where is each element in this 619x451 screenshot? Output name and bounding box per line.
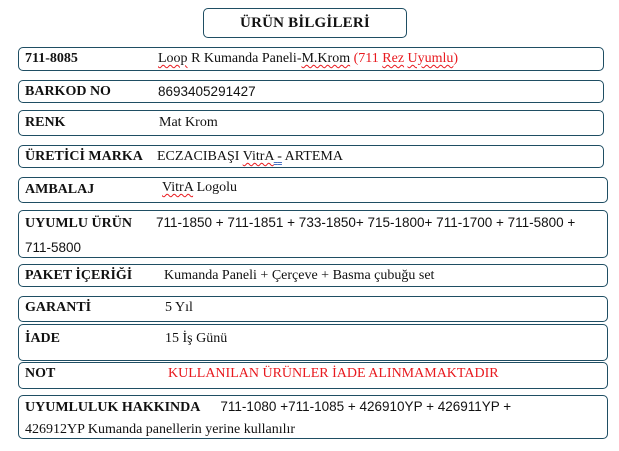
- row-compatibility-info: [18, 395, 608, 439]
- compatibility-info-flow: [25, 396, 603, 441]
- warranty-label: GARANTİ: [25, 300, 92, 315]
- product-name-part: Loop: [158, 51, 188, 66]
- note-label: NOT: [25, 366, 56, 381]
- row-product-code: [18, 47, 604, 71]
- return-value: 15 İş Günü: [165, 331, 228, 346]
- row-barcode: [18, 80, 604, 103]
- color-label: RENK: [25, 115, 66, 130]
- compatibility-info-line2: 426912YP Kumanda panellerin yerine kullanılır: [25, 422, 296, 437]
- product-name-value: [158, 48, 458, 70]
- note-value: KULLANILAN ÜRÜNLER İADE ALINMAMAKTADIR: [168, 366, 499, 381]
- product-code-label: 711-8085: [25, 51, 78, 66]
- row-packaging: [18, 177, 608, 203]
- package-contents-label: PAKET İÇERİĞİ: [25, 268, 133, 283]
- compat-note-part: Uyumlu: [407, 51, 454, 66]
- manufacturer-part: -: [277, 149, 282, 164]
- warranty-value: 5 Yıl: [165, 300, 193, 315]
- title-text: ÜRÜN BİLGİLERİ: [240, 14, 370, 31]
- compatible-products-value: 711-1850 + 711-1851 + 733-1850+ 715-1800+ 711-1700 + 711-5800 + 711-5800: [25, 215, 576, 255]
- packaging-label: AMBALAJ: [25, 182, 95, 197]
- packaging-part: Logolu: [193, 180, 238, 195]
- manufacturer-part: VitrA: [242, 149, 274, 164]
- row-color: [18, 110, 604, 136]
- barcode-label: BARKOD NO: [25, 84, 111, 99]
- row-package-contents: [18, 264, 608, 287]
- row-warranty: [18, 296, 608, 322]
- page-title: [203, 8, 407, 38]
- compatible-products-flow: [25, 211, 603, 261]
- compat-note-part: ): [453, 51, 459, 66]
- packaging-part: VitrA: [162, 180, 194, 195]
- manufacturer-part: ARTEMA: [281, 149, 343, 164]
- manufacturer-label: ÜRETİCİ MARKA: [25, 149, 143, 164]
- color-value: Mat Krom: [159, 115, 218, 130]
- row-note: [18, 362, 608, 389]
- package-contents-value: Kumanda Paneli + Çerçeve + Basma çubuğu set: [164, 268, 435, 283]
- barcode-value: 8693405291427: [158, 84, 256, 99]
- compat-note-part: (711: [350, 51, 383, 66]
- return-label: İADE: [25, 331, 61, 346]
- compat-note-part: Rez: [382, 51, 405, 66]
- row-manufacturer: [18, 145, 604, 168]
- manufacturer-value: [157, 146, 343, 168]
- row-return: [18, 324, 608, 361]
- manufacturer-part: ECZACIBAŞI: [157, 149, 243, 164]
- packaging-value: [162, 177, 237, 199]
- product-name-part: M.Krom: [301, 51, 351, 66]
- compatible-products-label: UYUMLU ÜRÜN: [25, 216, 132, 231]
- product-name-part: R Kumanda Paneli-: [187, 51, 302, 66]
- row-compatible-products: [18, 210, 608, 258]
- compatibility-info-line1: 711-1080 +711-1085 + 426910YP + 426911YP +: [220, 399, 512, 414]
- compatibility-info-label: UYUMLULUK HAKKINDA: [25, 400, 201, 415]
